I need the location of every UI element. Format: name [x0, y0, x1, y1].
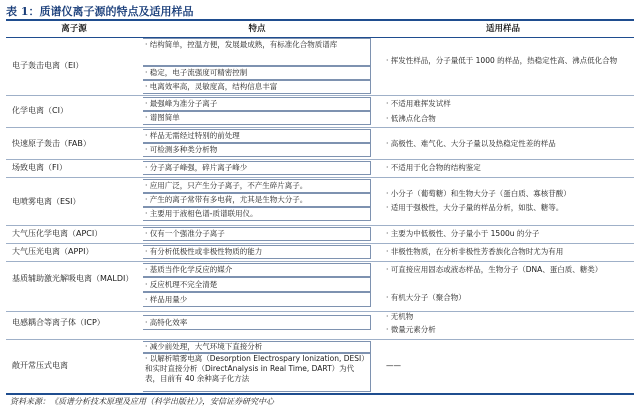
feature-text: · 高特化效率 [145, 318, 188, 327]
row-divider [6, 261, 634, 262]
sample-text: · 主要为中低极性、分子量小于 1500u 的分子 [386, 229, 540, 238]
sample-text: —— [386, 361, 401, 370]
source-note: 资料来源：《质谱分析技术原理及应用（科学出版社）》，安信证券研究中心 [10, 397, 274, 406]
sample-text: · 适用于强极性，大分子量的样品分析，如肽、糖等。 [386, 203, 564, 212]
header-features: 特点 [248, 24, 266, 34]
sample-text: · 高极性、难气化、大分子量以及热稳定性差的样品 [386, 139, 556, 148]
source-fi: 场致电离（FI） [12, 163, 67, 172]
feature-text: · 以解析喷雾电离（Desorption Electrospary Ionization, DESI）和实时直接分析（DirectAnalysis in Real Time, DART）为代表，目前有 40 余种离子化方法 [145, 354, 365, 383]
header-samples: 适用样品 [485, 24, 520, 34]
top-rule [6, 19, 634, 21]
sample-text: · 可直接应用固态或液态样品，生物分子（DNA、蛋白质、糖类） [386, 265, 603, 274]
sample-text: · 低沸点化合物 [386, 114, 436, 123]
feature-text: · 主要用于液相色谱-质谱联用仪。 [145, 209, 258, 218]
row-divider [6, 159, 634, 160]
sample-text: · 微量元素分析 [386, 325, 436, 334]
row-divider [6, 177, 634, 178]
feature-text: · 稳定，电子流强度可精密控制 [145, 68, 248, 77]
sample-text: · 挥发性样品，分子量低于 1000 的样品，热稳定性高、沸点低化合物 [386, 56, 618, 65]
source-ci: 化学电离（CI） [12, 106, 68, 115]
source-appi: 大气压光电离（APPI） [12, 247, 94, 256]
source-ambient: 敞开常压式电离 [12, 361, 68, 370]
feature-text: · 可检测多种类分析物 [145, 145, 218, 154]
feature-text: · 仅有一个强准分子离子 [145, 229, 225, 238]
bottom-rule [6, 393, 634, 395]
sample-text: · 非极性物质，在分析非极性芳香族化合物时尤为有用 [386, 247, 564, 256]
table-title: 表 1：质谱仪离子源的特点及适用样品 [6, 5, 194, 18]
source-icp: 电感耦合等离子体（ICP） [12, 318, 105, 327]
feature-text: · 基质当作化学反应的媒介 [145, 265, 233, 274]
feature-text: · 分子离子峰强，碎片离子峰少 [145, 163, 248, 172]
feature-text: · 电离效率高，灵敏度高，结构信息丰富 [145, 82, 278, 91]
feature-text: · 减少前处理，大气环境下直接分析 [145, 342, 263, 351]
feature-text: · 结构简单，控温方便，发展最成熟，有标准化合物质谱库 [145, 40, 338, 49]
source-ei: 电子轰击电离（EI） [12, 61, 84, 70]
sample-text: · 无机物 [386, 312, 414, 321]
sample-text: · 有机大分子（聚合物） [386, 293, 466, 302]
sample-text: · 不适用于化合物的结构鉴定 [386, 163, 481, 172]
row-divider [6, 95, 634, 96]
source-apci: 大气压化学电离（APCI） [12, 229, 103, 238]
sample-text: · 不适用难挥发试样 [386, 99, 451, 108]
sample-text: · 小分子（葡萄糖）和生物大分子（蛋白质、寡核苷酸） [386, 189, 571, 198]
source-maldi: 基质辅助激光解吸电离（MALDI） [12, 274, 134, 283]
feature-text: · 反应机理不完全清楚 [145, 280, 218, 289]
header-source: 离子源 [61, 24, 87, 34]
feature-text: · 有分析低极性或非极性物质的能力 [145, 247, 263, 256]
row-divider [6, 127, 634, 128]
feature-text: · 产生的离子常带有多电荷，尤其是生物大分子。 [145, 195, 308, 204]
row-divider [6, 225, 634, 226]
feature-text: · 样品无需经过特别的前处理 [145, 131, 240, 140]
source-fab: 快速原子轰击（FAB） [12, 139, 91, 148]
source-esi: 电喷雾电离（ESI） [12, 197, 81, 206]
row-divider [6, 339, 634, 340]
feature-text: · 谱图简单 [145, 113, 180, 122]
feature-text: · 应用广泛，只产生分子离子，不产生碎片离子。 [145, 181, 308, 190]
row-divider [6, 243, 634, 244]
feature-text: · 样品用量少 [145, 295, 188, 304]
feature-text: · 最强峰为准分子离子 [145, 99, 218, 108]
